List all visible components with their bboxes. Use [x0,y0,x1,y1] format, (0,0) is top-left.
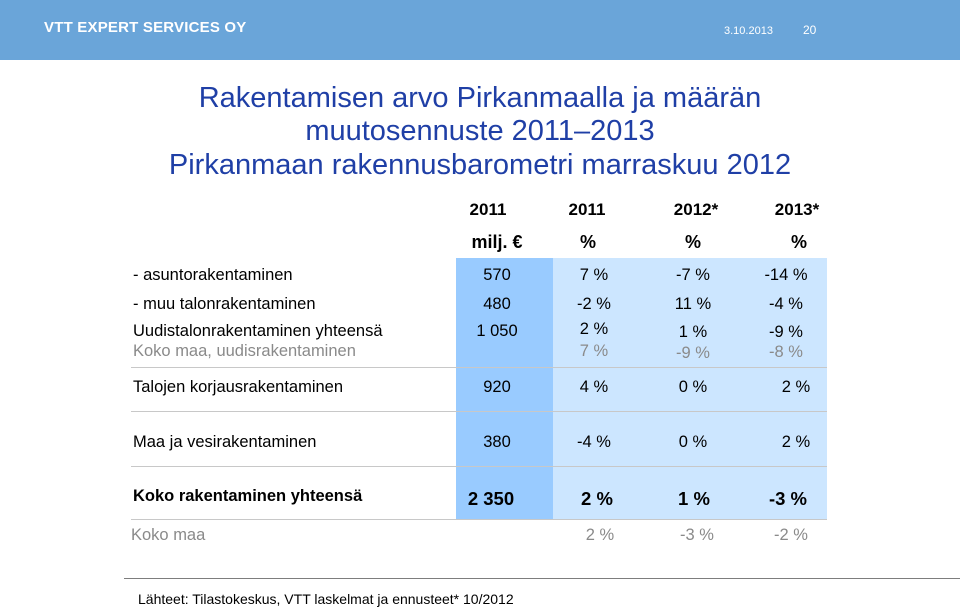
page-title-line-2: muutosennuste 2011–2013 [305,115,655,147]
slide-date: 3.10.2013 [724,25,773,37]
table-cell: 7 % [579,266,609,284]
table-cell: 1 050 [476,322,518,340]
row-label-total: Koko rakentaminen yhteensä [133,487,363,505]
table-cell: -2 % [577,295,611,313]
company-name: VTT EXPERT SERVICES OY [44,19,247,36]
page-subtitle: Pirkanmaan rakennusbarometri marraskuu 2012 [168,149,792,181]
table-cell: -2 % [774,526,808,544]
column-unit-percent-2013: % [790,232,807,252]
table-cell: 2 % [781,433,811,451]
table-cell: 4 % [579,378,609,396]
table-cell: 570 [483,266,511,284]
table-cell: 1 % [678,323,708,341]
table-cell: 380 [483,433,511,451]
table-cell: -4 % [577,433,611,451]
row-label: - asuntorakentaminen [133,266,293,284]
table-cell: 0 % [678,433,708,451]
column-unit-percent-2012: % [684,232,701,252]
table-cell: 920 [483,378,511,396]
table-cell: 11 % [674,295,712,313]
table-cell: 2 % [781,378,811,396]
row-divider [131,466,827,467]
header-bar [0,0,960,60]
row-label-national: Koko maa, uudisrakentaminen [133,342,356,360]
row-label: Uudistalonrakentaminen yhteensä [133,322,383,340]
table-cell: -4 % [769,295,803,313]
table-cell: 0 % [678,378,708,396]
table-cell: -8 % [769,343,803,361]
row-label: Maa ja vesirakentaminen [133,433,317,451]
column-unit-milj: milj. € [471,232,523,252]
table-cell: -14 % [764,266,808,284]
row-divider [131,411,827,412]
table-cell: -9 % [769,323,803,341]
row-label: Talojen korjausrakentaminen [133,378,344,396]
table-cell-total: 2 % [581,488,613,509]
table-cell: 2 % [579,320,609,338]
table-cell: 480 [483,295,511,313]
row-label-national-total: Koko maa [131,526,206,544]
row-divider [131,519,827,520]
page-number: 20 [803,23,817,37]
column-year-2011-change: 2011 [568,200,606,219]
table-cell: -9 % [676,344,710,362]
footer-divider [124,578,960,579]
table-cell-total: 1 % [678,488,710,509]
table-cell-total: 2 350 [467,488,515,509]
table-cell: 2 % [585,526,615,544]
column-year-2012: 2012* [673,200,719,219]
column-year-2013: 2013* [774,200,820,219]
table-cell: 7 % [579,342,609,360]
page-title-line-1: Rakentamisen arvo Pirkanmaalla ja määrän [198,82,762,114]
table-cell-total: -3 % [768,488,808,509]
table-cell: -3 % [680,526,714,544]
column-year-2011-value: 2011 [469,200,507,219]
column-unit-percent-2011: % [579,232,596,252]
source-note: Lähteet: Tilastokeskus, VTT laskelmat ja ennusteet* 10/2012 [138,591,514,607]
row-label: - muu talonrakentaminen [133,295,316,313]
table-cell: -7 % [676,266,710,284]
row-divider [131,367,827,368]
